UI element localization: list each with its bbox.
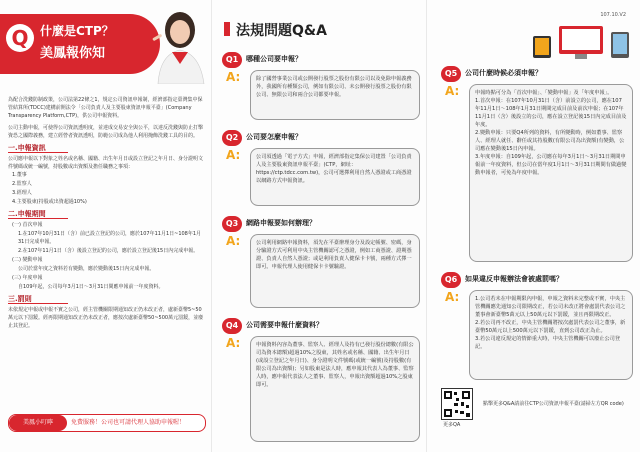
q5-title: 公司什麼時候必須申報？ xyxy=(465,69,542,77)
q2-answer: 公司須透過「電子方式」申報，經濟部指定集保公司建置「公司負責人及主要股東資訊申報平臺」(CTP，網址：https://ctp.tdcc.com.tw)，公司可選擇利用自然人憑證或工商憑證以網路方式申報資訊。 xyxy=(250,148,420,206)
q2-title: 公司要怎麼申報？ xyxy=(246,133,302,141)
more-qa-note: 點擊更多Q&A請前往CTP公司資訊申報平臺(請掃左方QR code) xyxy=(483,401,624,407)
section-penalty-text: 未依規定申報或申報不實之公司，經主管機關限期通知改正仍未改正者，處新臺幣5~50萬元以下罰鍰。經再限期通知改正仍未改正者，應按次處新臺幣50~500萬元罰鍰，並廢止其登記。 xyxy=(8,307,204,329)
intro-paragraph-2: 公司主動申報，可使得公司資訊透明度，並達成交易安全與公平，以達反洗錢與防止打擊資恐之國際義務，建立經營者資訊透明，防範公司成為他人利用掩飾洗錢工具的目的。 xyxy=(8,125,204,139)
list-item: 4.主要股東(持股或出資超過10%) xyxy=(12,199,87,205)
q6-badge: Q6 xyxy=(441,272,461,288)
section-penalty: 三.罰則 xyxy=(8,295,68,304)
q4-header xyxy=(222,318,412,334)
banner-subtitle: 美鳳報你知 xyxy=(40,46,106,61)
section-report-info: 一.申報資訊 xyxy=(8,144,68,153)
more-qa-label: 更多QA xyxy=(443,422,461,428)
q6-answer xyxy=(469,290,633,380)
list-item: 自109年起，公司每年3月1日～3月31日間應申報前一年度資料。 xyxy=(18,284,164,290)
list-item: 3.經理人 xyxy=(12,190,32,196)
list-item: 2.在107年11月1日（含）後設立登記的公司，應於設立登記後15日內完成申報。 xyxy=(18,248,199,254)
q5-intro: 申報時點可分為「首次申報」、「變動申報」及「年度申報」。 xyxy=(475,90,613,96)
answer-marker: A: xyxy=(445,84,460,98)
q4-answer: 申報資料內容為董事、監察人、經理人及持有已發行股份總數(有限公司為資本總額)超過10%之股東，其姓名或名稱、國籍、出生年月日(或設立登記之年月日)、身分證明文件號碼(或統一編號)及持股數(有限公司為出資額)；另如股東是法人時，應申報其代表人為董事、監察人時，應申報代表法人之董事、監察人，申報出資額超過10%之股東即可。 xyxy=(250,336,420,442)
answer-marker: A: xyxy=(226,336,241,350)
devices-illustration-icon xyxy=(529,22,635,62)
q3-header xyxy=(222,216,412,232)
answer-marker: A: xyxy=(226,70,241,84)
q6-title: 如果違反申報辦法會被處罰嗎？ xyxy=(465,275,563,283)
q5-answer xyxy=(469,84,633,262)
heading-accent xyxy=(224,22,230,36)
section-report-info-text: 公司應申報以下對象之姓名或名稱、國籍、出生年月日或設立登記之年月日、身分證明文件號碼或統一編號，持股數或出資額及擔任職務之事項： xyxy=(8,156,204,170)
list-item: 2.若公司再不改正，中央主管機關將按次處罰代表公司之董事，新臺幣50萬元以上500萬元以下罰鍰，直到公司改正為止。 xyxy=(475,320,626,334)
answer-marker: A: xyxy=(226,148,241,162)
q3-answer: 公司利用網路申報資料，須先在平臺辦理身分及設定帳號、密碼，身分驗證方式可利用中央主管機關認可之憑證，例如工商憑證、證期憑證、負責人自然人憑證；或是利用負責人健保卡卡號，兩種方式擇一即可。申報代理人使用健保卡卡號驗證。 xyxy=(250,234,420,308)
subsection-title: (二) 變動申報 xyxy=(12,257,43,263)
q1-answer: 除了國營事業公司或公開發行股票之股份有限公司以及免除申報義務外，我國所有種類公司，例如有限公司、未公開發行股票之股份有限公司、無限公司和兩合公司都要申報。 xyxy=(250,70,420,120)
list-item: 1.董事 xyxy=(12,172,27,178)
answer-marker: A: xyxy=(445,290,460,304)
list-item: 1.首次申報：在107年10月31日（含）前設立的公司，應在107年11月1日～108年1月31日期間完成目前及前次申報；在107年11月1日（含）後設立的公司，應在設立登記後15日內完成目前及年度。 xyxy=(475,98,627,128)
list-item: 1.在107年10月31日（含）前已設立登記的公司，應於107年11月1日~108年1月31日完成申報。 xyxy=(18,231,202,245)
tip-text: 免費服務！公司也可請代理人協助申報喔！ xyxy=(71,419,186,426)
q1-title: 哪種公司要申報？ xyxy=(246,55,302,63)
q6-header xyxy=(441,272,631,288)
q4-title: 公司需要申報什麼資料？ xyxy=(246,321,323,329)
subsection-title: (一) 首次申報 xyxy=(12,222,43,228)
q1-badge: Q1 xyxy=(222,52,242,68)
list-item: 3.年度申報：自109年起，公司應在每年3月1日～3月31日期間申報前一年度資料，但公司在當年度1月1日～3月31日期間有做過變動申報者，可免為年度申報。 xyxy=(475,154,627,176)
q-logo: Q xyxy=(6,24,34,52)
section-report-period: 二.申報期間 xyxy=(8,210,68,219)
q5-badge: Q5 xyxy=(441,66,461,82)
q2-header xyxy=(222,130,412,146)
list-item: 公司於當年度之資料若有變動，應於變動後15日內完成申報。 xyxy=(18,266,155,272)
list-item: 1.公司若未在申報期限內申報，申報之資料未完整或不實，中央主管機關應先通知公司限期改正，若公司未改正將會處罰代表公司之董事會新臺幣5萬元以上50萬元以下罰鍰，並且再限期改正。 xyxy=(475,296,626,318)
answer-marker: A: xyxy=(226,234,241,248)
tip-tag: 美鳳小叮嚀 xyxy=(9,415,67,431)
page-title: 法規問題Q&A xyxy=(236,23,327,39)
panel-ctp-intro xyxy=(0,0,211,452)
subsection-title: (三) 年度申報 xyxy=(12,275,43,281)
q1-header xyxy=(222,52,412,68)
list-item: 2.變動申報：只要Q4所列的資料，有所變動時，例如董事、監察人、經理人就任、辭任或其持股數(有限公司為出資額)有變動，公司應在變動後15日內申報。 xyxy=(475,130,625,152)
version-label: 107.10.V2 xyxy=(600,12,626,18)
spokesperson-illustration-icon xyxy=(150,6,208,84)
q5-header xyxy=(441,66,631,82)
panel-qa-1 xyxy=(212,0,426,452)
q2-badge: Q2 xyxy=(222,130,242,146)
q3-badge: Q3 xyxy=(222,216,242,232)
q4-badge: Q4 xyxy=(222,318,242,334)
list-item: 2.監察人 xyxy=(12,181,32,187)
intro-body xyxy=(8,96,204,330)
list-item: 3.若公司違反規定的情節重大時，中央主管機關可以廢止公司登記。 xyxy=(475,336,621,350)
banner-title: 什麼是CTP？ xyxy=(40,24,114,38)
qr-code-icon[interactable] xyxy=(441,388,473,420)
q3-title: 網路申報要如何辦理？ xyxy=(246,219,316,227)
tip-box xyxy=(8,414,206,432)
intro-paragraph-1: 為配合洗錢防制政策，公司法第22條之1，規定公司資訊申報制，經濟部指定臺灣集中保管結算所(TDCC)建構前開法令「公司負責人及主要股東資訊申報平臺」(Company Transparency Platform,CTP)，供公司申報資料。 xyxy=(8,97,203,119)
panel-qa-2 xyxy=(427,0,640,452)
